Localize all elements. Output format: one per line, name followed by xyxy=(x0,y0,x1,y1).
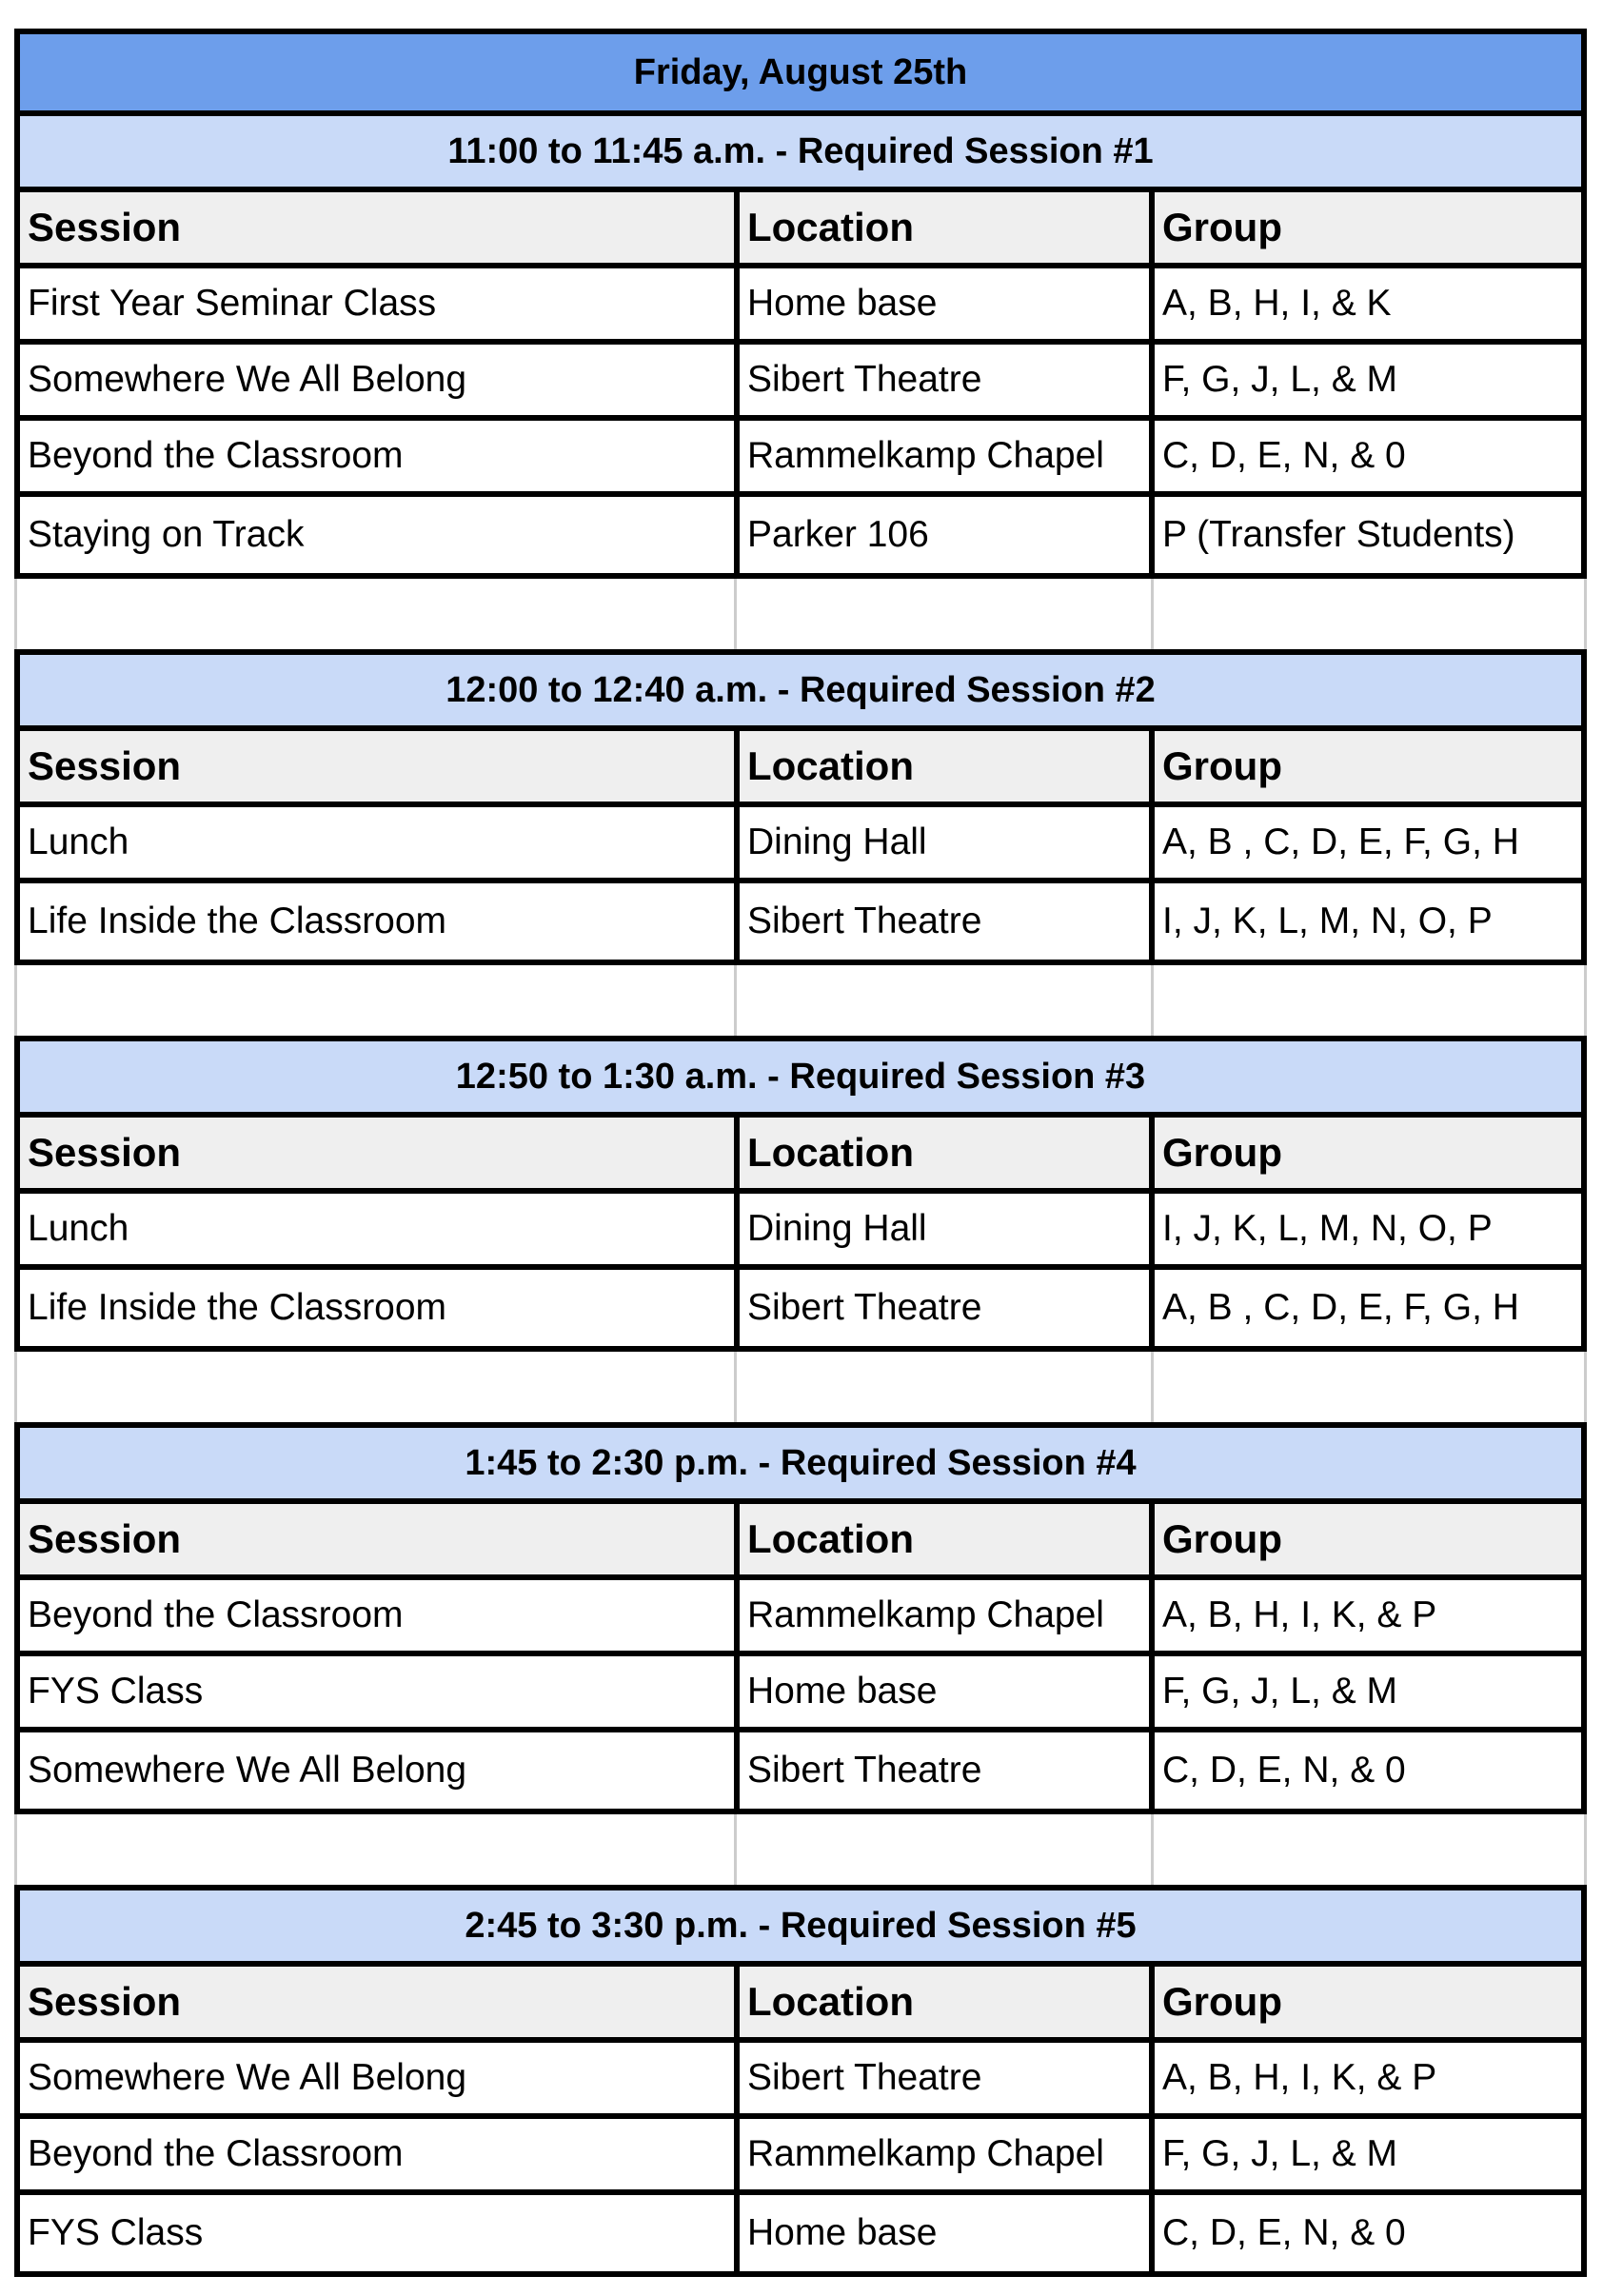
column-header-session: Session xyxy=(20,192,740,263)
column-header-location: Location xyxy=(740,1504,1155,1574)
table-row xyxy=(20,1656,1581,1732)
date-heading: Friday, August 25th xyxy=(20,34,1581,116)
table-row xyxy=(20,1194,1581,1270)
location-cell: Sibert Theatre xyxy=(740,1270,1155,1346)
schedule-sheet xyxy=(14,29,1587,2277)
spacer-row xyxy=(14,579,1587,649)
session-title: 1:45 to 2:30 p.m. - Required Session #4 xyxy=(20,1428,1581,1504)
table-row xyxy=(20,883,1581,960)
location-cell: Dining Hall xyxy=(740,1194,1155,1264)
location-cell: Rammelkamp Chapel xyxy=(740,1580,1155,1651)
session-cell: Staying on Track xyxy=(20,497,740,573)
column-header-group: Group xyxy=(1162,1979,1282,2024)
group-cell: A, B, H, I, & K xyxy=(1162,283,1392,324)
column-header-group: Group xyxy=(1162,205,1282,249)
location-cell: Sibert Theatre xyxy=(740,883,1155,960)
column-header-location: Location xyxy=(740,1967,1155,2037)
location-cell: Home base xyxy=(740,1656,1155,1727)
table-header-row xyxy=(20,1504,1581,1580)
group-cell: A, B, H, I, K, & P xyxy=(1162,2057,1437,2098)
column-header-group: Group xyxy=(1162,743,1282,788)
location-cell: Sibert Theatre xyxy=(740,345,1155,415)
group-cell: A, B , C, D, E, F, G, H xyxy=(1162,821,1519,862)
location-cell: Home base xyxy=(740,2195,1155,2271)
location-cell: Sibert Theatre xyxy=(740,2043,1155,2113)
location-cell: Home base xyxy=(740,268,1155,339)
column-header-session: Session xyxy=(20,1504,740,1574)
table-header-row xyxy=(20,192,1581,268)
column-header-location: Location xyxy=(740,1118,1155,1188)
table-row xyxy=(20,421,1581,497)
session-title: 12:50 to 1:30 a.m. - Required Session #3 xyxy=(20,1041,1581,1118)
table-header-row xyxy=(20,1967,1581,2043)
column-header-session: Session xyxy=(20,1118,740,1188)
group-cell: I, J, K, L, M, N, O, P xyxy=(1162,1208,1493,1249)
group-cell: F, G, J, L, & M xyxy=(1162,359,1398,400)
group-cell: C, D, E, N, & 0 xyxy=(1162,1750,1406,1791)
group-cell: F, G, J, L, & M xyxy=(1162,2133,1398,2174)
session-cell: Somewhere We All Belong xyxy=(20,345,740,415)
table-row xyxy=(20,268,1581,345)
session-block-2 xyxy=(14,649,1587,965)
table-row xyxy=(20,2043,1581,2119)
table-row xyxy=(20,1580,1581,1656)
table-row xyxy=(20,497,1581,573)
session-title: 2:45 to 3:30 p.m. - Required Session #5 xyxy=(20,1890,1581,1967)
column-header-group: Group xyxy=(1162,1516,1282,1561)
session-cell: FYS Class xyxy=(20,1656,740,1727)
table-row xyxy=(20,2119,1581,2195)
session-cell: Beyond the Classroom xyxy=(20,2119,740,2189)
session-cell: Somewhere We All Belong xyxy=(20,2043,740,2113)
session-cell: First Year Seminar Class xyxy=(20,268,740,339)
session-block-5 xyxy=(14,1885,1587,2277)
spacer-row xyxy=(14,1352,1587,1422)
session-title: 12:00 to 12:40 a.m. - Required Session #2 xyxy=(20,655,1581,731)
location-cell: Parker 106 xyxy=(740,497,1155,573)
group-cell: C, D, E, N, & 0 xyxy=(1162,435,1406,476)
group-cell: C, D, E, N, & 0 xyxy=(1162,2212,1406,2253)
table-header-row xyxy=(20,731,1581,807)
location-cell: Rammelkamp Chapel xyxy=(740,2119,1155,2189)
session-cell: Lunch xyxy=(20,1194,740,1264)
group-cell: F, G, J, L, & M xyxy=(1162,1671,1398,1712)
table-header-row xyxy=(20,1118,1581,1194)
session-cell: Beyond the Classroom xyxy=(20,421,740,491)
spacer-row xyxy=(14,1814,1587,1885)
table-row xyxy=(20,345,1581,421)
location-cell: Dining Hall xyxy=(740,807,1155,878)
table-row xyxy=(20,1732,1581,1809)
session-cell: FYS Class xyxy=(20,2195,740,2271)
column-header-location: Location xyxy=(740,192,1155,263)
column-header-session: Session xyxy=(20,1967,740,2037)
session-cell: Life Inside the Classroom xyxy=(20,1270,740,1346)
session-cell: Lunch xyxy=(20,807,740,878)
table-row xyxy=(20,2195,1581,2271)
group-cell: P (Transfer Students) xyxy=(1162,514,1515,555)
group-cell: I, J, K, L, M, N, O, P xyxy=(1162,901,1493,941)
column-header-group: Group xyxy=(1162,1130,1282,1175)
session-cell: Life Inside the Classroom xyxy=(20,883,740,960)
table-row xyxy=(20,1270,1581,1346)
column-header-location: Location xyxy=(740,731,1155,802)
group-cell: A, B , C, D, E, F, G, H xyxy=(1162,1287,1519,1328)
session-cell: Beyond the Classroom xyxy=(20,1580,740,1651)
session-cell: Somewhere We All Belong xyxy=(20,1732,740,1809)
spacer-row xyxy=(14,965,1587,1036)
session-block-4 xyxy=(14,1422,1587,1814)
session-title: 11:00 to 11:45 a.m. - Required Session #1 xyxy=(20,116,1581,192)
table-row xyxy=(20,807,1581,883)
location-cell: Sibert Theatre xyxy=(740,1732,1155,1809)
session-block-1 xyxy=(14,29,1587,579)
location-cell: Rammelkamp Chapel xyxy=(740,421,1155,491)
session-block-3 xyxy=(14,1036,1587,1352)
column-header-session: Session xyxy=(20,731,740,802)
group-cell: A, B, H, I, K, & P xyxy=(1162,1594,1437,1635)
